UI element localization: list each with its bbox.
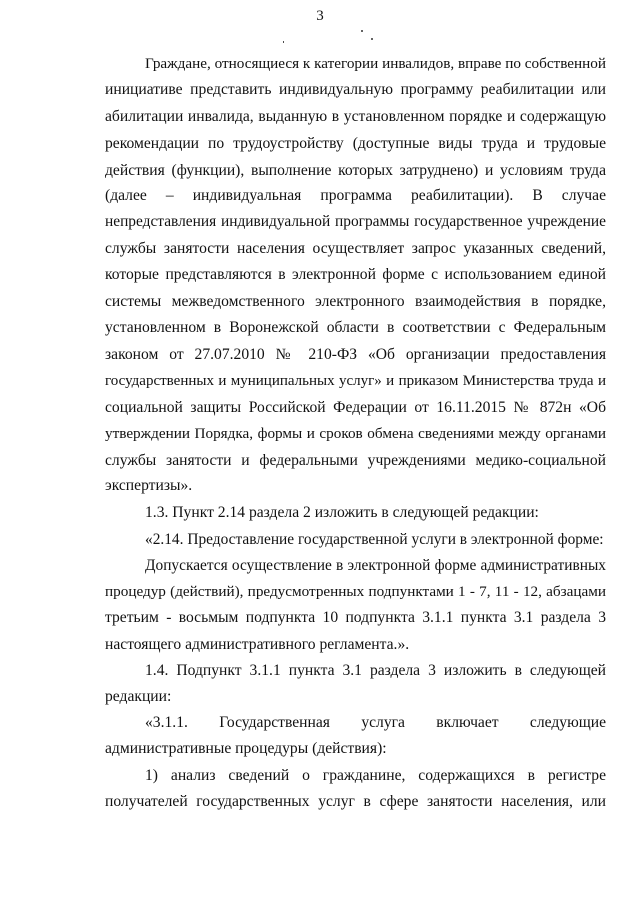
text-line: процедур (действий), предусмотренных подпунктами 1 - 7, 11 - 12, абзацами [105, 583, 606, 600]
text-line: административные процедуры (действия): [105, 740, 387, 757]
page-number: 3 [316, 8, 324, 24]
text-line: социальной защиты Российской Федерации от 16.11.2015 № 872н «Об [105, 399, 606, 416]
text-line: службы занятости населения осуществляет запрос указанных сведений, [105, 240, 606, 257]
text-line: абилитации инвалида, выданную в установленном порядке и содержащую [105, 108, 606, 125]
text-line: «3.1.1. Государственная услуга включает следующие [145, 714, 606, 731]
text-line: 1) анализ сведений о гражданине, содержащихся в регистре [145, 767, 606, 784]
text-line: системы межведомственного электронного взаимодействия в порядке, [105, 293, 606, 310]
scan-speck [371, 38, 373, 40]
text-line: службы занятости и федеральными учреждениями медико-социальной [105, 452, 606, 469]
text-line: государственных и муниципальных услуг» и приказом Министерства труда и [105, 373, 606, 389]
text-line: редакции: [105, 688, 172, 705]
text-line: рекомендации по трудоустройству (доступные виды труда и трудовые [105, 135, 606, 152]
text-line: установленном в Воронежской области в соответствии с Федеральным [105, 319, 606, 336]
text-line: (далее – индивидуальная программа реабилитации). В случае [105, 187, 606, 204]
text-line: третьим - восьмым подпункта 10 подпункта 3.1.1 пункта 3.1 раздела 3 [105, 609, 606, 626]
text-line: непредставления индивидуальной программы государственное учреждение [105, 213, 606, 230]
text-line: настоящего административного регламента.». [105, 636, 410, 653]
text-line: получателей государственных услуг в сфере занятости населения, или [105, 793, 606, 810]
text-line: «2.14. Предоставление государственной услуги в электронной форме: [145, 531, 604, 548]
text-line: Граждане, относящиеся к категории инвалидов, вправе по собственной [145, 55, 606, 72]
scan-speck [283, 41, 284, 43]
text-line: законом от 27.07.2010 № 210-ФЗ «Об организации предоставления [105, 346, 606, 363]
text-line: Допускается осуществление в электронной форме административных [145, 557, 606, 574]
text-line: которые представляются в электронной форме с использованием единой [105, 266, 606, 283]
text-line: действия (функции), выполнение которых затруднено) и условиям труда [105, 162, 606, 179]
text-line: инициативе представить индивидуальную программу реабилитации или [105, 81, 606, 98]
scan-speck [361, 30, 363, 32]
text-line: экспертизы». [105, 477, 193, 494]
text-line: утверждении Порядка, формы и сроков обмена сведениями между органами [105, 425, 606, 442]
text-line: 1.3. Пункт 2.14 раздела 2 изложить в следующей редакции: [145, 504, 539, 521]
text-line: 1.4. Подпункт 3.1.1 пункта 3.1 раздела 3 изложить в следующей [145, 662, 606, 679]
